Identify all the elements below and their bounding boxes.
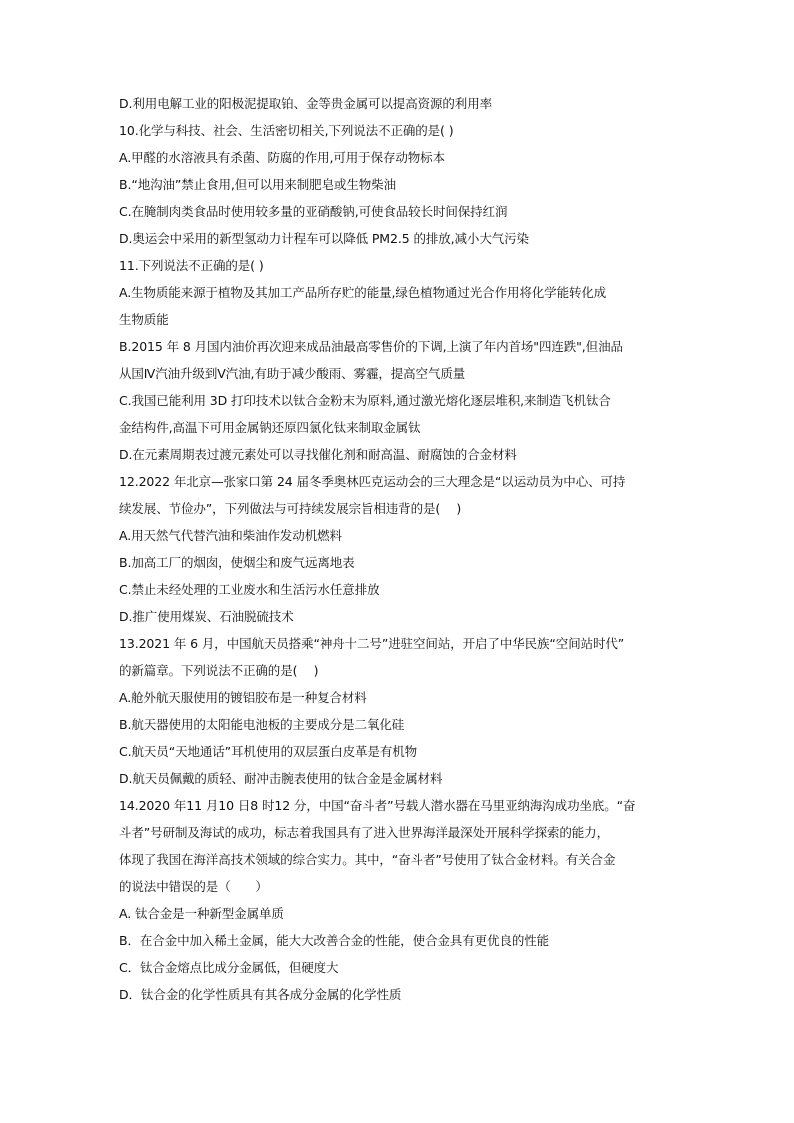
answer-option-continued: 生物质能 xyxy=(119,312,169,327)
answer-option: D.推广使用煤炭、石油脱硫技术 xyxy=(119,609,294,624)
answer-option: C．钛合金熔点比成分金属低，但硬度大 xyxy=(119,960,339,975)
question-stem: 12.2022 年北京—张家口第 24 届冬季奥林匹克运动会的三大理念是“以运动员为中心、可持 xyxy=(119,474,626,489)
question-stem: 14.2020 年11 月10 日8 时12 分，中国“奋斗者”号载人潜水器在马里亚纳海沟成功坐底。“奋 xyxy=(119,798,636,813)
question-stem-continued: 续发展、节俭办”，下列做法与可持续发展宗旨相违背的是( ) xyxy=(119,501,462,516)
answer-option: D.奥运会中采用的新型氢动力计程车可以降低 PM2.5 的排放,减小大气污染 xyxy=(119,231,529,246)
answer-option: B.加高工厂的烟囱，使烟尘和废气远离地表 xyxy=(119,555,355,570)
answer-option: C.禁止未经处理的工业废水和生活污水任意排放 xyxy=(119,582,380,597)
answer-option: C.航天员“天地通话”耳机使用的双层蛋白皮革是有机物 xyxy=(119,744,418,759)
text-line: D.利用电解工业的阳极泥提取铂、金等贵金属可以提高资源的利用率 xyxy=(119,96,493,111)
answer-option: B.航天器使用的太阳能电池板的主要成分是二氧化硅 xyxy=(119,717,405,732)
question-stem: 13.2021 年 6 月，中国航天员搭乘“神舟十二号”进驻空间站，开启了中华民族“空间站时代” xyxy=(119,636,625,651)
answer-option: B．在合金中加入稀土金属，能大大改善合金的性能，使合金具有更优良的性能 xyxy=(119,933,550,948)
answer-option: C.我国已能利用 3D 打印技术以钛合金粉末为原料,通过激光熔化逐层堆积,来制造飞机钛合 xyxy=(119,393,611,408)
answer-option-continued: 从国Ⅳ汽油升级到Ⅴ汽油,有助于减少酸雨、雾霾，提高空气质量 xyxy=(119,366,466,381)
answer-option: B.2015 年 8 月国内油价再次迎来成品油最高零售价的下调,上演了年内首场"四连跌",但油品 xyxy=(119,339,623,354)
question-stem: 10.化学与科技、社会、生活密切相关,下列说法不正确的是( ) xyxy=(119,123,454,138)
question-stem-continued: 的说法中错误的是（ ） xyxy=(119,879,268,894)
answer-option: B.“地沟油”禁止食用,但可以用来制肥皂或生物柴油 xyxy=(119,177,396,192)
answer-option: A.甲醛的水溶液具有杀菌、防腐的作用,可用于保存动物标本 xyxy=(119,150,445,165)
answer-option: D.航天员佩戴的质轻、耐冲击腕表使用的钛合金是金属材料 xyxy=(119,771,443,786)
document-body xyxy=(119,94,679,1012)
answer-option-continued: 金结构件,高温下可用金属钠还原四氯化钛来制取金属钛 xyxy=(119,420,421,435)
question-stem: 11.下列说法不正确的是( ) xyxy=(119,258,264,273)
answer-option: C.在腌制肉类食品时使用较多量的亚硝酸钠,可使食品较长时间保持红润 xyxy=(119,204,508,219)
question-stem-continued: 斗者”号研制及海试的成功，标志着我国具有了进入世界海洋最深处开展科学探索的能力， xyxy=(119,825,609,840)
answer-option: A.用天然气代替汽油和柴油作发动机燃料 xyxy=(119,528,342,543)
answer-option: A.舱外航天服使用的镀铝胶布是一种复合材料 xyxy=(119,690,367,705)
answer-option: A.生物质能来源于植物及其加工产品所存贮的能量,绿色植物通过光合作用将化学能转化成 xyxy=(119,285,607,300)
answer-option: A. 钛合金是一种新型金属单质 xyxy=(119,906,284,921)
answer-option: D.在元素周期表过渡元素处可以寻找催化剂和耐高温、耐腐蚀的合金材料 xyxy=(119,447,517,462)
answer-option: D．钛合金的化学性质具有其各成分金属的化学性质 xyxy=(119,987,402,1002)
question-stem-continued: 的新篇章。下列说法不正确的是( ) xyxy=(119,663,319,678)
question-stem-continued: 体现了我国在海洋高技术领域的综合实力。其中，“奋斗者”号使用了钛合金材料。有关合金 xyxy=(119,852,616,867)
